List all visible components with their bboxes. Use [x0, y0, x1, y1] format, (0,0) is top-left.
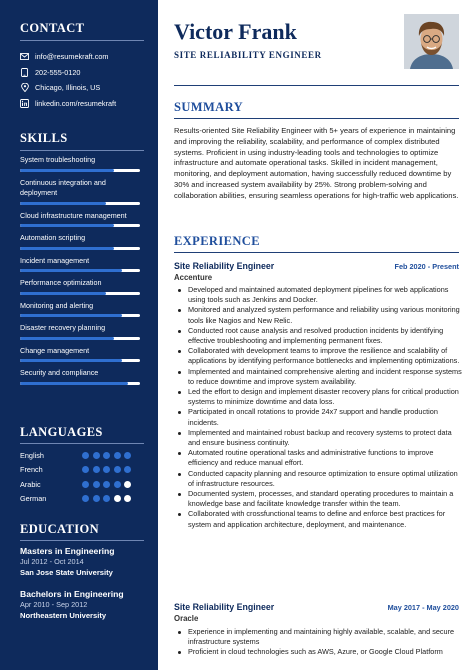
education-item [20, 589, 150, 621]
job-header [174, 261, 459, 271]
divider [20, 443, 144, 444]
rating-dot-filled [103, 495, 110, 502]
contact-email[interactable] [20, 49, 150, 64]
languages-heading: LANGUAGES [20, 425, 103, 439]
divider [174, 85, 459, 86]
skills-list [20, 155, 140, 391]
skill-label: Incident management [20, 255, 90, 265]
skill-item [20, 368, 140, 385]
skill-bar [20, 337, 140, 340]
contact-heading: CONTACT [20, 21, 85, 35]
list-item: Automated routine operational tasks and administrative functions to improve efficiency and reduce manual effort. [174, 448, 464, 468]
job-title: Site Reliability Engineer [174, 261, 275, 271]
list-item: Proficient in cloud technologies such as AWS, Azure, or Google Cloud Platform [174, 647, 464, 657]
skill-bar [20, 269, 140, 272]
skill-bar [20, 292, 140, 295]
language-name: English [20, 450, 44, 460]
language-item [20, 477, 144, 491]
education-degree: Masters in Engineering [20, 546, 115, 556]
contact-email-text: info@resumekraft.com [35, 52, 109, 61]
rating-dot-filled [93, 495, 100, 502]
summary-text: Results-oriented Site Reliability Engineer with 5+ years of experience in maintaining and improving the reliability, scalability, and performance of complex distributed systems. Proficient in using industry-leading tools and technologies to optimize infrastructure and automate operational tasks. Skilled in incident management, monitoring, and deployment automation, having successfully reduced downtime by 30% and increased system availability by 25%. Strong problem-solving and collaboration abilities, ensuring seamless operations for high-traffic web applications. [174, 126, 459, 200]
rating-dot-filled [114, 481, 121, 488]
skill-bar [20, 224, 140, 227]
linkedin-icon [20, 99, 29, 108]
language-item [20, 492, 144, 506]
list-item: Collaborated with crossfunctional teams to define and enforce best practices for system and application architecture, deployment, and maintenance. [174, 509, 464, 529]
summary-heading: SUMMARY [174, 100, 244, 114]
rating-dot-filled [103, 481, 110, 488]
job-header [174, 602, 459, 612]
language-item [20, 448, 144, 462]
rating-dot-empty [114, 495, 121, 502]
skill-fill [20, 247, 114, 250]
rating-dot-filled [124, 452, 131, 459]
skill-item [20, 155, 140, 172]
main-content [158, 0, 474, 670]
experience-heading: EXPERIENCE [174, 234, 260, 248]
education-item [20, 546, 150, 578]
rating-dot-filled [103, 452, 110, 459]
skill-item [20, 346, 140, 363]
skill-fill [20, 292, 106, 295]
location-icon [20, 83, 29, 92]
skill-label: Change management [20, 345, 90, 355]
language-rating [82, 466, 135, 473]
rating-dot-filled [114, 466, 121, 473]
candidate-name: Victor Frank [174, 19, 297, 44]
rating-dot-filled [93, 466, 100, 473]
skill-label: Performance optimization [20, 278, 102, 287]
rating-dot-filled [82, 452, 89, 459]
skill-bar [20, 382, 140, 385]
list-item: Developed and maintained automated deployment pipelines for web applications using tools such as Jenkins and Docker. [174, 285, 464, 305]
list-item: Implemented and maintained comprehensive alerting and incident response systems to reduce downtime and improve system availability. [174, 367, 464, 387]
job-company: Oracle [174, 614, 199, 623]
skills-heading: SKILLS [20, 131, 68, 145]
contact-linkedin[interactable] [20, 96, 150, 111]
rating-dot-empty [124, 481, 131, 488]
skill-fill [20, 382, 128, 385]
skill-bar [20, 359, 140, 362]
language-name: French [20, 465, 43, 474]
rating-dot-filled [82, 481, 89, 488]
divider [174, 118, 459, 119]
list-item: Implemented and maintained robust backup and recovery systems to protect data and ensure business continuity. [174, 428, 464, 448]
rating-dot-filled [93, 452, 100, 459]
rating-dot-filled [114, 452, 121, 459]
contact-phone[interactable] [20, 65, 150, 80]
list-item: Documented system, processes, and standard operating procedures to maintain a knowledge base and facilitate knowledge transfer within the team. [174, 489, 464, 509]
skill-item [20, 301, 140, 318]
education-school: San Jose State University [20, 568, 113, 577]
skill-fill [20, 169, 114, 172]
list-item: Monitored and analyzed system performance and reliability using various monitoring tools like Nagios and New Relic. [174, 305, 464, 325]
job-company: Accenture [174, 273, 213, 282]
language-rating [82, 495, 135, 502]
candidate-role: SITE RELIABILITY ENGINEER [174, 50, 322, 60]
skill-item [20, 278, 140, 295]
education-dates: Apr 2010 - Sep 2012 [20, 600, 88, 609]
education-dates: Jul 2012 - Oct 2014 [20, 557, 84, 566]
language-item [20, 463, 144, 477]
list-item: Experience in implementing and maintaining highly available, scalable, and secure infrastructure systems [174, 627, 464, 647]
skill-label: Continuous integration and deployment [20, 177, 106, 197]
contact-phone-text: 202-555-0120 [35, 67, 81, 77]
divider [20, 150, 144, 151]
job-dates: May 2017 - May 2020 [387, 603, 459, 612]
language-name: Arabic [20, 479, 41, 489]
divider [174, 252, 459, 253]
skill-item [20, 323, 140, 340]
languages-list [20, 448, 144, 506]
skill-item [20, 233, 140, 250]
skill-label: Disaster recovery planning [20, 323, 106, 332]
skill-bar [20, 169, 140, 172]
skill-label: Monitoring and alerting [20, 300, 94, 310]
list-item: Conducted root cause analysis and resolved production incidents by identifying effective troubleshooting and implementing permanent fixes. [174, 326, 464, 346]
contact-list [20, 49, 150, 111]
skill-bar [20, 314, 140, 317]
contact-location [20, 80, 150, 95]
rating-dot-filled [82, 466, 89, 473]
list-item: Participated in oncall rotations to provide 24x7 support and handle production incidents. [174, 407, 464, 427]
email-icon [20, 52, 29, 61]
skill-label: Automation scripting [20, 233, 86, 242]
skill-fill [20, 359, 122, 362]
language-rating [82, 452, 135, 459]
education-school: Northeastern University [20, 611, 107, 620]
rating-dot-filled [103, 466, 110, 473]
list-item: Collaborated with development teams to improve the resilience and scalability of applications by identifying performance bottlenecks and implementing optimizations. [174, 346, 464, 366]
rating-dot-filled [93, 481, 100, 488]
sidebar [0, 0, 158, 670]
skill-fill [20, 224, 114, 227]
contact-linkedin-text: linkedin.com/resumekraft [35, 98, 117, 108]
language-rating [82, 481, 135, 488]
contact-location-text: Chicago, Illinois, US [35, 83, 101, 92]
skill-item [20, 256, 140, 273]
skill-item [20, 211, 140, 228]
job-title: Site Reliability Engineer [174, 602, 275, 612]
skill-fill [20, 269, 122, 272]
list-item: Conducted capacity planning and resource optimization to ensure optimal utilization of infrastructure resources. [174, 469, 464, 489]
skill-label: Cloud infrastructure management [20, 210, 127, 220]
job-bullets [174, 285, 464, 530]
skill-bar [20, 202, 140, 205]
rating-dot-empty [124, 495, 131, 502]
skill-label: System troubleshooting [20, 155, 96, 164]
divider [20, 40, 144, 41]
language-name: German [20, 494, 47, 503]
skill-fill [20, 337, 114, 340]
job-bullets [174, 627, 464, 658]
divider [20, 540, 144, 541]
list-item: Led the effort to design and implement disaster recovery plans for critical production systems to minimize downtime and data loss. [174, 387, 464, 407]
education-degree: Bachelors in Engineering [20, 589, 124, 599]
skill-fill [20, 202, 106, 205]
rating-dot-filled [124, 466, 131, 473]
job-dates: Feb 2020 - Present [394, 262, 459, 271]
skill-fill [20, 314, 122, 317]
skill-bar [20, 247, 140, 250]
rating-dot-filled [82, 495, 89, 502]
education-heading: EDUCATION [20, 522, 100, 536]
skill-label: Security and compliance [20, 368, 99, 377]
phone-icon [20, 68, 29, 77]
skill-item [20, 178, 140, 205]
profile-photo [404, 14, 459, 69]
